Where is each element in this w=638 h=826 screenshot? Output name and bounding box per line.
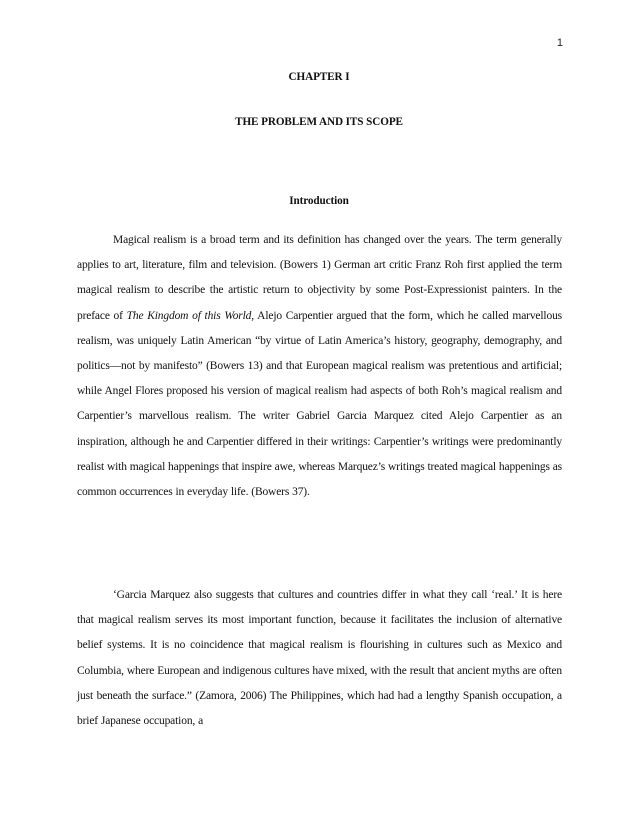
book-title: The Kingdom of this World, [126, 309, 255, 322]
chapter-heading: CHAPTER I [288, 71, 350, 83]
paragraph-1-text-end: Alejo Carpentier argued that the form, which he called marvellous realism, was uniquely Latin American “by virtue of Latin America’s history, geography, demography, and politics—not by manifesto” (Bowers 13) and that European magical realism was pretentious and artificial; while Angel Flores proposed his version of magical realism had aspects of both Roh’s magical realism and Carpentier’s marvellous realism. The writer Gabriel Garcia Marquez cited Alejo Carpentier as an inspiration, although he and Carpentier differed in their writings: Carpentier’s writings were predominantly realist with magical happenings that inspire awe, whereas Marquez’s writings treated magical happenings as common occurrences in everyday life. (Bowers 37). [77, 309, 563, 499]
page-number: 1 [556, 37, 563, 49]
paragraph-1-text-start: Magical realism is a broad term and its definition has changed over the years. The term generally applies to art, literature, film and television. (Bowers 1) German art critic Franz Roh first applied the term magical realism to describe the artistic return to objectivity by some Post-Expressionist painters. In the preface of [77, 234, 562, 322]
chapter-title: THE PROBLEM AND ITS SCOPE [235, 116, 403, 128]
body-paragraph-2: ‘Garcia Marquez also suggests that cultures and countries differ in what they call ‘real.’ It is here that magical realism serves its most important function, because it facilitates the inclusion of alternative belief systems. It is no coincidence that magical realism is flourishing in cultures such as Mexico and Columbia, where European and indigenous cultures have mixed, with the result that ancient myths are often just beneath the surface.” (Zamora, 2006) The Philippines, which had had a lengthy Spanish occupation, a brief Japanese occupation, a [77, 589, 562, 728]
section-heading-introduction: Introduction [289, 195, 349, 207]
body-paragraph-1 [77, 228, 562, 505]
